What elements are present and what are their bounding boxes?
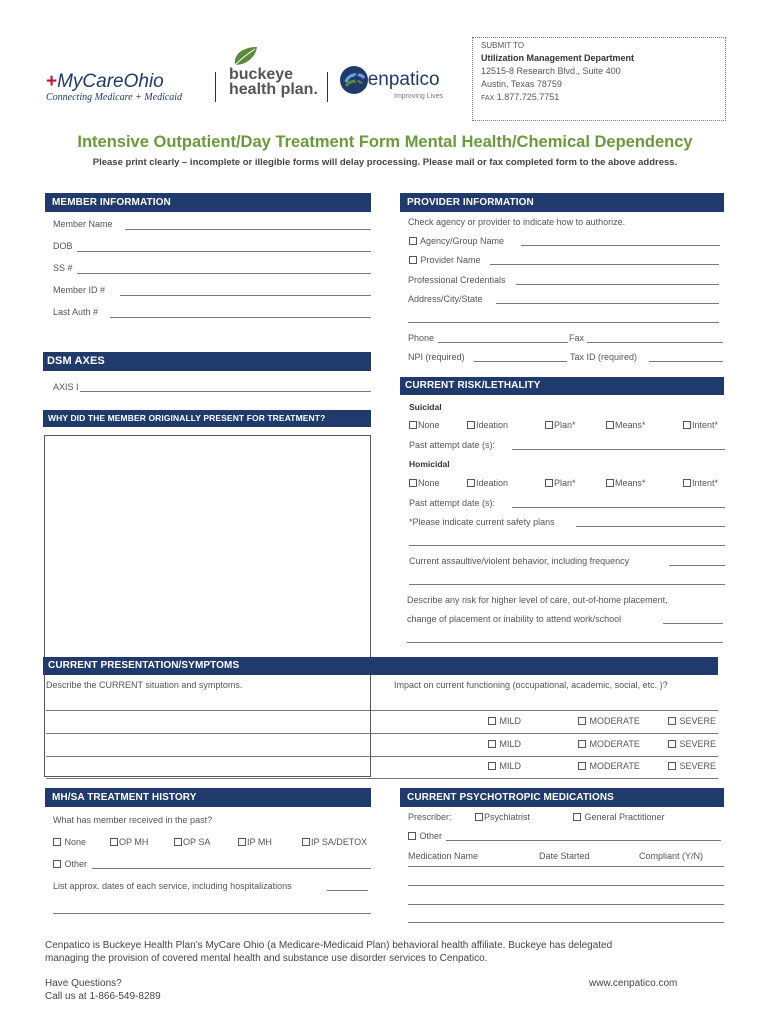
med-row-4[interactable] — [408, 922, 724, 923]
page-title: Intensive Outpatient/Day Treatment Form Mental Health/Chemical Dependency — [77, 133, 693, 151]
why-present-header: WHY DID THE MEMBER ORIGINALLY PRESENT FOR TREATMENT? — [43, 410, 371, 427]
severity-row-2-severe: SEVERE — [668, 739, 716, 749]
med-name-col: Medication Name — [408, 851, 479, 861]
submit-label: SUBMIT TO — [481, 41, 525, 50]
presentation-header: CURRENT PRESENTATION/SYMPTOMS — [43, 657, 718, 675]
provider-name-row — [409, 255, 481, 265]
member-info-header: MEMBER INFORMATION — [45, 193, 371, 212]
risk-header: CURRENT RISK/LETHALITY — [400, 377, 724, 395]
logo-divider-2 — [327, 72, 328, 102]
presentation-line-3[interactable] — [46, 756, 718, 757]
footer-questions: Have Questions? — [45, 978, 122, 989]
homicidal-ideation: Ideation — [467, 478, 508, 488]
severity-row-1-mild: MILD — [488, 716, 521, 726]
last-auth-field[interactable] — [110, 317, 371, 318]
history-op-sa: OP SA — [174, 837, 210, 847]
history-ip-sa-checkbox[interactable] — [302, 838, 310, 846]
suicidal-means: Means* — [606, 420, 646, 430]
leaf-icon — [229, 45, 259, 67]
severity-row-3-moderate: MODERATE — [578, 761, 640, 771]
mycare-name: MyCareOhio — [57, 71, 164, 92]
homicidal-ideation-checkbox[interactable] — [467, 479, 475, 487]
homicidal-plan: Plan* — [545, 478, 576, 488]
submit-addr1: 12515-8 Research Blvd., Suite 400 — [481, 66, 621, 76]
med-row-1[interactable] — [408, 866, 724, 867]
medications-header: CURRENT PSYCHOTROPIC MEDICATIONS — [400, 788, 724, 807]
address-field-2[interactable] — [408, 322, 719, 323]
fax-label-provider: Fax — [569, 333, 585, 343]
gp-checkbox[interactable] — [573, 813, 581, 821]
suicidal-ideation-checkbox[interactable] — [467, 421, 475, 429]
history-dates-field[interactable] — [327, 890, 368, 891]
mild-checkbox-3[interactable] — [488, 762, 496, 770]
presentation-line-1[interactable] — [46, 710, 718, 711]
dob-field[interactable] — [77, 251, 371, 252]
submit-addr2: Austin, Texas 78759 — [481, 79, 562, 89]
footer-phone: Call us at 1-866-549-8289 — [45, 991, 161, 1002]
mild-checkbox-1[interactable] — [488, 717, 496, 725]
safety-plans-field-2[interactable] — [409, 545, 725, 546]
higher-care-label-2: change of placement or inability to attend work/school — [407, 614, 622, 624]
history-other-checkbox[interactable] — [53, 860, 61, 868]
submit-dept: Utilization Management Department — [481, 53, 635, 63]
npi-field[interactable] — [474, 361, 567, 362]
suicidal-past-attempt-field[interactable] — [512, 449, 725, 450]
homicidal-means-checkbox[interactable] — [606, 479, 614, 487]
homicidal-past-attempt-field[interactable] — [512, 507, 725, 508]
meds-other-field[interactable] — [446, 840, 721, 841]
describe-current-label: Describe the CURRENT situation and symptoms. — [46, 680, 243, 690]
npi-label: NPI (required) — [408, 352, 465, 362]
homicidal-means: Means* — [606, 478, 646, 488]
history-dates-label: List approx. dates of each service, including hospitalizations — [53, 881, 292, 891]
axis-1-field[interactable] — [80, 391, 371, 392]
prescriber-label: Prescriber: — [408, 812, 452, 822]
phone-label: Phone — [408, 333, 435, 343]
presentation-line-4[interactable] — [46, 778, 718, 779]
assault-field-2[interactable] — [409, 584, 725, 585]
fax-label: FAX — [481, 95, 495, 102]
severity-row-2-moderate: MODERATE — [578, 739, 640, 749]
cenpatico-name: Cenpatico — [354, 69, 440, 90]
page-subtitle: Please print clearly – incomplete or illegible forms will delay processing. Please mail or fax completed form to the above address. — [92, 157, 678, 168]
taxid-label: Tax ID (required) — [570, 352, 638, 362]
ss-field[interactable] — [77, 273, 371, 274]
phone-field[interactable] — [438, 342, 568, 343]
history-other: Other — [53, 859, 87, 869]
suicidal-label: Suicidal — [409, 402, 442, 412]
address-label: Address/City/State — [408, 294, 483, 304]
submit-to-box — [472, 37, 726, 121]
mycare-tagline: Connecting Medicare + Medicaid — [46, 92, 183, 103]
history-header: MH/SA TREATMENT HISTORY — [45, 788, 371, 807]
homicidal-intent: Intent* — [683, 478, 718, 488]
member-id-field[interactable] — [120, 295, 371, 296]
homicidal-none: None — [409, 478, 440, 488]
history-op-mh-checkbox[interactable] — [110, 838, 118, 846]
moderate-checkbox-2[interactable] — [578, 740, 586, 748]
homicidal-plan-checkbox[interactable] — [545, 479, 553, 487]
fax-field[interactable] — [587, 342, 723, 343]
safety-plans-field[interactable] — [576, 526, 725, 527]
agency-label: Agency/Group Name — [420, 236, 505, 246]
buckeye-name-1: buckeye — [229, 66, 294, 83]
suicidal-plan-checkbox[interactable] — [545, 421, 553, 429]
provider-name-field[interactable] — [490, 264, 719, 265]
suicidal-past-attempt-label: Past attempt date (s): — [409, 440, 496, 450]
dsm-axes-header: DSM AXES — [43, 352, 371, 371]
history-question: What has member received in the past? — [53, 815, 213, 825]
severe-checkbox-3[interactable] — [668, 762, 676, 770]
suicidal-none-checkbox[interactable] — [409, 421, 417, 429]
suicidal-none: None — [409, 420, 440, 430]
suicidal-intent: Intent* — [683, 420, 718, 430]
suicidal-ideation: Ideation — [467, 420, 508, 430]
suicidal-plan: Plan* — [545, 420, 576, 430]
severity-row-3-severe: SEVERE — [668, 761, 716, 771]
provider-name-label: Provider Name — [420, 255, 481, 265]
agency-field[interactable] — [521, 245, 720, 246]
moderate-checkbox-3[interactable] — [578, 762, 586, 770]
taxid-field[interactable] — [649, 361, 723, 362]
member-id-label: Member ID # — [53, 285, 106, 295]
mycareohio-logo: +MyCareOhio Connecting Medicare + Medicaid — [46, 72, 206, 103]
ss-label: SS # — [53, 263, 73, 273]
buckeye-logo — [229, 45, 324, 98]
footer-paragraph-1: Cenpatico is Buckeye Health Plan’s MyCare Ohio (a Medicare-Medicaid Plan) behavioral health affiliate. Buckeye has delegated — [45, 940, 613, 951]
last-auth-label: Last Auth # — [53, 307, 99, 317]
med-row-2[interactable] — [408, 885, 724, 886]
buckeye-name-2: health plan. — [229, 81, 318, 98]
history-ip-mh: IP MH — [238, 837, 272, 847]
member-name-label: Member Name — [53, 219, 113, 229]
logo-divider — [215, 72, 216, 102]
provider-info-header: PROVIDER INFORMATION — [400, 193, 724, 212]
homicidal-intent-checkbox[interactable] — [683, 479, 691, 487]
address-field[interactable] — [496, 303, 719, 304]
agency-checkbox[interactable] — [409, 237, 417, 245]
footer-paragraph-2: managing the provision of covered mental health and substance use disorder services to Cenpatico. — [45, 953, 488, 964]
compliant-col: Compliant (Y/N) — [639, 851, 704, 861]
severity-row-1-severe: SEVERE — [668, 716, 716, 726]
history-dates-field-2[interactable] — [53, 913, 371, 914]
assault-field[interactable] — [669, 565, 725, 566]
gp-option: General Practitioner — [573, 812, 665, 822]
history-ip-sa: IP SA/DETOX — [302, 837, 367, 847]
presentation-line-2[interactable] — [46, 733, 718, 734]
history-op-sa-checkbox[interactable] — [174, 838, 182, 846]
meds-other-checkbox[interactable] — [408, 832, 416, 840]
agency-checkbox-row — [409, 236, 504, 246]
dob-label: DOB — [53, 241, 73, 251]
date-started-col: Date Started — [539, 851, 590, 861]
severe-checkbox-1[interactable] — [668, 717, 676, 725]
severe-checkbox-2[interactable] — [668, 740, 676, 748]
axis-1-label: AXIS I — [53, 382, 79, 392]
severity-row-2-mild: MILD — [488, 739, 521, 749]
history-none-checkbox[interactable] — [53, 838, 61, 846]
psychiatrist-option: Psychiatrist — [475, 812, 530, 822]
higher-care-label-1: Describe any risk for higher level of care, out-of-home placement, — [407, 595, 668, 605]
suicidal-intent-checkbox[interactable] — [683, 421, 691, 429]
credentials-field[interactable] — [516, 284, 719, 285]
history-other-field[interactable] — [92, 868, 371, 869]
suicidal-means-checkbox[interactable] — [606, 421, 614, 429]
safety-plans-label: *Please indicate current safety plans — [409, 517, 555, 527]
cenpatico-tagline: Improving Lives — [394, 93, 444, 100]
footer-url[interactable]: www.cenpatico.com — [589, 978, 678, 989]
history-op-mh: OP MH — [110, 837, 148, 847]
higher-care-field[interactable] — [663, 623, 723, 624]
higher-care-field-2[interactable] — [407, 642, 723, 643]
mild-checkbox-2[interactable] — [488, 740, 496, 748]
meds-other-option: Other — [408, 831, 442, 841]
why-present-textbox[interactable] — [44, 435, 371, 777]
psychiatrist-checkbox[interactable] — [475, 813, 483, 821]
history-ip-mh-checkbox[interactable] — [238, 838, 246, 846]
impact-label: Impact on current functioning (occupational, academic, social, etc. )? — [394, 680, 668, 690]
homicidal-label: Homicidal — [409, 459, 450, 469]
assault-label: Current assaultive/violent behavior, including frequency — [409, 556, 630, 566]
provider-instr: Check agency or provider to indicate how to authorize. — [408, 217, 626, 227]
credentials-label: Professional Credentials — [408, 275, 506, 285]
history-none: None — [53, 837, 86, 847]
moderate-checkbox-1[interactable] — [578, 717, 586, 725]
provider-name-checkbox[interactable] — [409, 256, 417, 264]
fax-number: 1.877.725.7751 — [496, 92, 560, 102]
severity-row-1-moderate: MODERATE — [578, 716, 640, 726]
med-row-3[interactable] — [408, 904, 724, 905]
member-name-field[interactable] — [125, 229, 371, 230]
homicidal-past-attempt-label: Past attempt date (s): — [409, 498, 496, 508]
severity-row-3-mild: MILD — [488, 761, 521, 771]
homicidal-none-checkbox[interactable] — [409, 479, 417, 487]
